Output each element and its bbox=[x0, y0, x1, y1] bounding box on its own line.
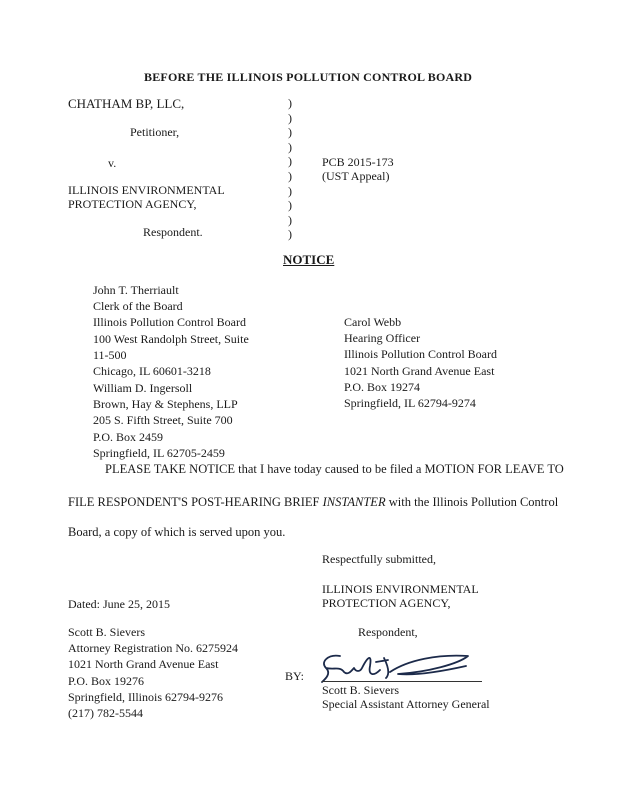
hearing-officer-line: 1021 North Grand Avenue East bbox=[344, 363, 495, 378]
clerk-line: Chicago, IL 60601-3218 bbox=[93, 364, 211, 379]
respondent-role: Respondent. bbox=[143, 225, 203, 239]
by-label: BY: bbox=[285, 669, 304, 683]
signer-title: Special Assistant Attorney General bbox=[322, 697, 490, 711]
case-type: (UST Appeal) bbox=[322, 169, 390, 183]
hearing-officer-line: Hearing Officer bbox=[344, 331, 421, 346]
recipient-hearing-officer bbox=[344, 314, 497, 411]
recipient-clerk bbox=[93, 282, 249, 379]
handwritten-signature bbox=[318, 646, 478, 686]
signer-name: Scott B. Sievers bbox=[322, 683, 399, 697]
hearing-officer-line: Carol Webb bbox=[344, 315, 402, 329]
attorney-signature-block bbox=[68, 624, 238, 721]
hearing-officer-line: Illinois Pollution Control Board bbox=[344, 347, 498, 362]
notice-title: NOTICE bbox=[283, 252, 335, 267]
attorney-block-line: Springfield, Illinois 62794-9276 bbox=[68, 689, 223, 704]
attorney-line: P.O. Box 2459 bbox=[93, 429, 164, 444]
body-line-2-end: with the Illinois Pollution Control bbox=[385, 495, 559, 509]
body-line-2-italic: INSTANTER bbox=[322, 495, 386, 509]
date-line: Dated: June 25, 2015 bbox=[68, 597, 170, 611]
recipient-attorney bbox=[93, 380, 238, 461]
clerk-line: Illinois Pollution Control Board bbox=[93, 315, 247, 330]
attorney-line: William D. Ingersoll bbox=[93, 381, 193, 395]
petitioner-name: CHATHAM BP, LLC, bbox=[68, 96, 185, 111]
clerk-line: 11-500 bbox=[93, 347, 127, 362]
respondent-label: Respondent, bbox=[358, 625, 418, 639]
case-number: PCB 2015-173 bbox=[322, 155, 394, 169]
body-line-2 bbox=[68, 495, 558, 510]
petitioner-role: Petitioner, bbox=[130, 125, 180, 139]
attorney-block-line: Scott B. Sievers bbox=[68, 625, 145, 639]
respondent-name-line1: ILLINOIS ENVIRONMENTAL bbox=[68, 183, 225, 197]
attorney-block-line: P.O. Box 19276 bbox=[68, 673, 145, 688]
hearing-officer-line: Springfield, IL 62794-9274 bbox=[344, 396, 476, 411]
document-heading: BEFORE THE ILLINOIS POLLUTION CONTROL BOARD bbox=[144, 70, 473, 84]
clerk-line: John T. Therriault bbox=[93, 283, 179, 297]
respondent-name-line2: PROTECTION AGENCY, bbox=[68, 197, 197, 211]
attorney-block-line: (217) 782-5544 bbox=[68, 706, 143, 721]
attorney-block-line: 1021 North Grand Avenue East bbox=[68, 657, 219, 672]
versus: v. bbox=[108, 156, 117, 170]
attorney-line: Brown, Hay & Stephens, LLP bbox=[93, 397, 238, 412]
clerk-line: Clerk of the Board bbox=[93, 299, 183, 314]
hearing-officer-line: P.O. Box 19274 bbox=[344, 379, 421, 394]
attorney-line: Springfield, IL 62705-2459 bbox=[93, 445, 225, 460]
clerk-line: 100 West Randolph Street, Suite bbox=[93, 331, 249, 346]
body-line-2-start: FILE RESPONDENT'S POST-HEARING BRIEF bbox=[68, 495, 323, 509]
body-line-1: PLEASE TAKE NOTICE that I have today caused to be filed a MOTION FOR LEAVE TO bbox=[105, 462, 564, 476]
body-line-3: Board, a copy of which is served upon you. bbox=[68, 525, 286, 539]
attorney-line: 205 S. Fifth Street, Suite 700 bbox=[93, 413, 233, 428]
respectfully-submitted: Respectfully submitted, bbox=[322, 552, 436, 566]
caption-paren-column: ) ) ) ) ) ) ) ) ) ) bbox=[288, 96, 292, 242]
agency-line1: ILLINOIS ENVIRONMENTAL bbox=[322, 582, 479, 596]
agency-line2: PROTECTION AGENCY, bbox=[322, 596, 451, 610]
attorney-block-line: Attorney Registration No. 6275924 bbox=[68, 641, 238, 656]
